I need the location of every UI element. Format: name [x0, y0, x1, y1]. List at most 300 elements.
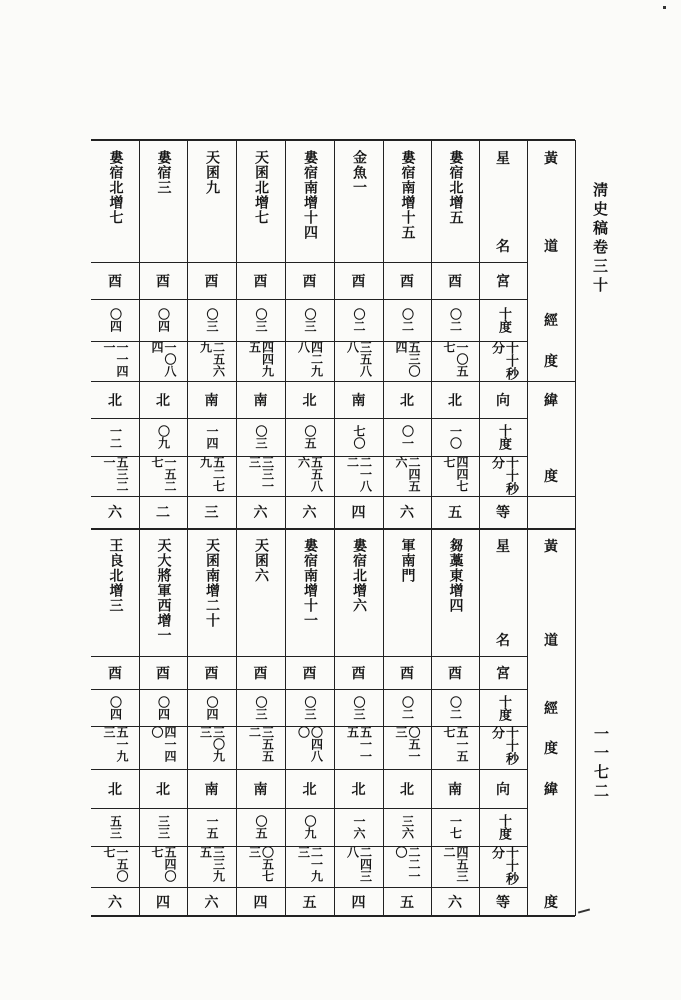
table-cell [383, 418, 431, 456]
cell-value: 〇二 [448, 308, 463, 332]
table-cell [187, 381, 236, 418]
cell-value: 一六 [352, 815, 366, 839]
table-cell [187, 726, 236, 769]
header-unit: 向 [496, 392, 510, 409]
group-char: 度 [544, 354, 558, 370]
table-cell [285, 262, 334, 299]
cell-value: 一四 [205, 425, 219, 449]
cell-value: 〇四 [205, 695, 219, 720]
cell-value: 三六 [400, 815, 415, 839]
cell-value: 七〇 [352, 425, 366, 449]
table-cell [431, 381, 479, 418]
table-cell [285, 496, 334, 528]
group-char: 經 [544, 313, 558, 329]
star-name-cell [236, 140, 285, 262]
table-cell [383, 341, 431, 381]
group-label-cell [527, 528, 575, 592]
cell-value: 〇三 [303, 695, 317, 720]
star-name: 軍南門 [399, 538, 416, 583]
table-cell [187, 769, 236, 808]
running-head: 淸史稿卷三十 [591, 182, 609, 296]
column-rule [575, 140, 576, 916]
star-name-cell [383, 528, 431, 656]
star-name-cell [285, 528, 334, 656]
ink-speck [663, 6, 666, 9]
group-char: 度 [544, 740, 558, 757]
table-cell [139, 299, 187, 341]
star-name-cell [431, 528, 479, 656]
cell-value: 〇四 [156, 308, 171, 332]
table-cell [431, 887, 479, 916]
header-unit: 宮 [496, 665, 510, 682]
table-cell [91, 689, 139, 726]
cell-value: 酉 [448, 273, 462, 290]
cell-value: 酉 [302, 273, 317, 290]
cell-value: 二 [156, 505, 170, 521]
cell-value: 五一九三 [102, 726, 129, 762]
table-cell [139, 262, 187, 299]
cell-value: 北 [400, 781, 414, 798]
group-char: 緯 [544, 781, 558, 798]
table-cell [236, 726, 285, 769]
table-cell [91, 846, 139, 887]
table-cell [334, 769, 383, 808]
table-cell [139, 689, 187, 726]
table-cell [91, 456, 139, 496]
cell-value: 五三 [108, 815, 123, 839]
group-label-cell [527, 201, 575, 262]
table-cell [91, 381, 139, 418]
table-cell [139, 726, 187, 769]
table-cell [187, 418, 236, 456]
table-cell [236, 418, 285, 456]
header-star-label [479, 140, 527, 201]
header-unit: 等 [496, 505, 510, 521]
cell-value: 四 [156, 894, 170, 911]
table-cell [139, 456, 187, 496]
group-cell [527, 381, 575, 418]
header-unit-cell [479, 381, 527, 418]
table-cell [431, 726, 479, 769]
star-name: 婁宿南增十四 [302, 150, 318, 240]
cell-value: 五三〇四 [394, 341, 421, 377]
cell-value: 二一八二 [345, 456, 373, 492]
cell-value: 〇五一三 [394, 726, 421, 762]
star-name: 金魚一 [351, 150, 367, 195]
header-unit-cell [479, 689, 527, 726]
table-cell [91, 341, 139, 381]
table-cell [91, 656, 139, 689]
header-ming-label [479, 592, 527, 656]
header-unit: 十十秒分 [489, 456, 518, 495]
cell-value: 南 [448, 781, 462, 798]
table-cell [431, 262, 479, 299]
star-name: 婁宿北增六 [351, 538, 367, 613]
cell-value: 〇一 [400, 425, 415, 449]
cell-value: 四四七七 [442, 456, 469, 492]
cell-value: 三 [204, 505, 219, 521]
header-unit-cell [479, 656, 527, 689]
cell-value: 四 [351, 894, 366, 911]
page-number: 一一七二 [592, 726, 610, 802]
star-name-cell [431, 140, 479, 262]
table-cell [431, 418, 479, 456]
header-unit-cell [479, 341, 527, 381]
header-ming-label [479, 201, 527, 262]
cell-value: 北 [302, 392, 317, 409]
header-ming: 名 [496, 239, 510, 255]
cell-value: 北 [448, 392, 462, 409]
cell-value: 南 [204, 392, 219, 409]
cell-value: 〇四 [156, 695, 171, 720]
header-unit: 向 [496, 781, 510, 798]
cell-value: 〇三 [254, 425, 268, 449]
table-cell [285, 846, 334, 887]
cell-value: 三〇九三 [198, 726, 226, 762]
star-name: 婁宿北增七 [107, 150, 124, 225]
cell-value: 酉 [156, 665, 170, 682]
group-label-huang: 黃 [544, 151, 558, 167]
table-cell [334, 299, 383, 341]
header-xing: 星 [496, 539, 510, 555]
cell-value: 六 [204, 894, 219, 911]
table-cell [139, 418, 187, 456]
cell-value: 北 [108, 781, 122, 798]
table-cell [383, 299, 431, 341]
cell-value: 酉 [108, 665, 122, 682]
star-name-cell [187, 140, 236, 262]
table-cell [334, 846, 383, 887]
cell-value: 北 [400, 392, 414, 409]
star-name-cell [187, 528, 236, 656]
table-cell [334, 262, 383, 299]
header-unit: 十十秒分 [489, 726, 518, 765]
cell-value: 酉 [253, 665, 268, 682]
cell-value: 〇三 [254, 308, 268, 332]
table-cell [139, 769, 187, 808]
table-cell [187, 262, 236, 299]
star-name-cell [383, 140, 431, 262]
header-ming: 名 [496, 633, 510, 649]
cell-value: 南 [204, 781, 219, 798]
cell-value: 四五三二 [442, 846, 469, 882]
star-name-cell [91, 140, 139, 262]
group-cell [527, 726, 575, 769]
cell-value: 三三九五 [198, 846, 226, 882]
table-cell [285, 769, 334, 808]
star-name: 婁宿三 [155, 150, 172, 195]
table-cell [91, 726, 139, 769]
cell-value: 〇五 [303, 425, 317, 449]
cell-value: 〇九 [303, 815, 317, 839]
table-cell [285, 456, 334, 496]
table-cell [285, 726, 334, 769]
cell-value: 酉 [204, 665, 219, 682]
cell-value: 〇三 [352, 695, 366, 720]
header-star-label [479, 528, 527, 592]
cell-value: 六 [400, 505, 414, 521]
header-unit-cell [479, 808, 527, 846]
cell-value: 五二七九 [198, 456, 226, 492]
table-cell [139, 496, 187, 528]
header-unit-cell [479, 887, 527, 916]
cell-value: 六 [302, 505, 317, 521]
table-cell [91, 418, 139, 456]
star-name-cell [139, 140, 187, 262]
group-label-dao: 道 [544, 633, 558, 649]
cell-value: 三三一三 [247, 456, 275, 492]
header-unit-cell [479, 769, 527, 808]
table-cell [285, 656, 334, 689]
header-unit: 十度 [496, 814, 511, 840]
star-name-cell [285, 140, 334, 262]
cell-value: 北 [351, 781, 366, 798]
group-label-huang: 黃 [544, 539, 558, 555]
cell-value: 一〇 [448, 425, 463, 449]
star-name: 天囷六 [253, 538, 269, 583]
cell-value: 五三二一 [102, 456, 129, 492]
cell-value: 一五 [205, 815, 219, 839]
table-cell [383, 887, 431, 916]
table-cell [236, 262, 285, 299]
group-cell [527, 299, 575, 341]
cell-value: 五一五七 [442, 726, 469, 762]
cell-value: 北 [302, 781, 317, 798]
cell-value: 〇二 [352, 308, 366, 332]
cell-value: 五五八六 [296, 456, 324, 492]
cell-value: 〇四 [108, 695, 123, 720]
table-cell [91, 299, 139, 341]
cell-value: 〇二 [400, 695, 415, 720]
table-cell [431, 769, 479, 808]
header-unit: 十十秒分 [489, 341, 518, 380]
cell-value: 三五八八 [345, 341, 373, 377]
cell-value: 酉 [108, 273, 122, 290]
group-cell [527, 689, 575, 726]
header-unit-cell [479, 846, 527, 887]
cell-value: 五四〇七 [150, 846, 177, 882]
star-name: 婁宿北增五 [447, 150, 464, 225]
header-unit: 宮 [496, 273, 510, 290]
cell-value: 一〇五七 [442, 341, 469, 377]
header-unit-cell [479, 262, 527, 299]
cell-value: 五 [400, 894, 414, 911]
cell-value: 〇三 [254, 695, 268, 720]
group-char: 緯 [544, 392, 558, 409]
star-name: 天囷九 [204, 150, 220, 195]
table-cell [187, 808, 236, 846]
cell-value: 四 [253, 894, 268, 911]
group-char: 度 [544, 894, 558, 911]
group-cell [527, 456, 575, 496]
star-name-cell [236, 528, 285, 656]
table-cell [285, 689, 334, 726]
cell-value: 北 [156, 392, 170, 409]
cell-value: 六 [448, 894, 462, 911]
group-label-cell [527, 592, 575, 656]
star-name: 王良北增三 [107, 538, 124, 613]
table-cell [236, 381, 285, 418]
cell-value: 南 [351, 392, 366, 409]
cell-value: 六 [253, 505, 268, 521]
cell-value: 一七 [448, 815, 463, 839]
group-label-dao: 道 [544, 239, 558, 255]
table-cell [334, 808, 383, 846]
table-cell [334, 496, 383, 528]
star-name-cell [334, 140, 383, 262]
cell-value: 酉 [302, 665, 317, 682]
group-cell [527, 769, 575, 808]
table-cell [285, 808, 334, 846]
cell-value: 〇五七三 [247, 846, 275, 882]
group-char: 經 [544, 700, 558, 717]
cell-value: 〇四 [108, 308, 123, 332]
header-unit-cell [479, 299, 527, 341]
header-unit: 十度 [496, 424, 511, 450]
table-cell [139, 808, 187, 846]
cell-value: 三五五二 [247, 726, 275, 762]
table-cell [383, 381, 431, 418]
cell-value: 北 [108, 392, 122, 409]
cell-value: 〇二 [448, 695, 463, 720]
table-cell [139, 846, 187, 887]
table-cell [334, 656, 383, 689]
table-cell [334, 456, 383, 496]
table-cell [236, 769, 285, 808]
header-unit: 等 [496, 894, 510, 911]
table-cell [285, 381, 334, 418]
cell-value: 酉 [351, 665, 366, 682]
header-unit-cell [479, 496, 527, 528]
cell-value: 〇四八〇 [296, 726, 324, 762]
table-cell [187, 689, 236, 726]
table-cell [139, 656, 187, 689]
table-cell [383, 262, 431, 299]
table-cell [139, 381, 187, 418]
table-cell [236, 341, 285, 381]
table-cell [383, 726, 431, 769]
star-name: 婁宿南增十五 [399, 150, 416, 240]
table-cell [139, 341, 187, 381]
cell-value: 酉 [400, 665, 414, 682]
cell-value: 南 [253, 392, 268, 409]
cell-value: 北 [156, 781, 170, 798]
header-xing: 星 [496, 151, 510, 167]
table-cell [334, 418, 383, 456]
cell-value: 五 [302, 894, 317, 911]
table-cell [431, 341, 479, 381]
star-name: 天囷南增二十 [204, 538, 220, 628]
header-unit: 十度 [496, 694, 511, 721]
table-cell [285, 341, 334, 381]
header-unit-cell [479, 456, 527, 496]
cell-value: 四一四〇 [150, 726, 177, 762]
table-cell [187, 341, 236, 381]
table-cell [383, 689, 431, 726]
table-cell [383, 656, 431, 689]
group-cell [527, 887, 575, 916]
table-cell [91, 887, 139, 916]
star-name-cell [334, 528, 383, 656]
cell-value: 〇五 [254, 815, 268, 839]
table-cell [383, 496, 431, 528]
table-cell [91, 496, 139, 528]
cell-value: 二一九三 [296, 846, 324, 882]
table-cell [383, 769, 431, 808]
cell-value: 二五六九 [198, 341, 226, 377]
table-cell [383, 456, 431, 496]
star-name-cell [91, 528, 139, 656]
ink-mark [578, 908, 590, 913]
group-char: 度 [544, 469, 558, 485]
table-cell [285, 418, 334, 456]
cell-value: 二四五六 [394, 456, 421, 492]
star-name: 婁宿南增十一 [302, 538, 318, 628]
table-cell [187, 456, 236, 496]
table-cell [187, 846, 236, 887]
header-unit: 十十秒分 [489, 846, 518, 885]
table-cell [431, 689, 479, 726]
table-cell [334, 381, 383, 418]
table-cell [431, 299, 479, 341]
table-cell [236, 656, 285, 689]
table-cell [91, 769, 139, 808]
table-cell [285, 887, 334, 916]
table-cell [334, 341, 383, 381]
cell-value: 五一一五 [345, 726, 373, 762]
cell-value: 〇二 [400, 308, 415, 332]
table-cell [334, 887, 383, 916]
cell-value: 四四九五 [247, 341, 275, 377]
cell-value: 二二一〇 [394, 846, 421, 882]
cell-value: 一五二七 [150, 456, 177, 492]
table-cell [236, 299, 285, 341]
cell-value: 五 [448, 505, 462, 521]
table-cell [431, 846, 479, 887]
star-name: 芻藁東增四 [447, 538, 464, 613]
cell-value: 一五〇七 [102, 846, 129, 882]
header-unit-cell [479, 418, 527, 456]
cell-value: 〇九 [156, 425, 171, 449]
cell-value: 酉 [204, 273, 219, 290]
table-cell [236, 689, 285, 726]
group-rule [527, 496, 575, 497]
table-cell [383, 846, 431, 887]
table-cell [187, 887, 236, 916]
cell-value: 四 [351, 505, 366, 521]
table-cell [236, 887, 285, 916]
table-cell [187, 299, 236, 341]
cell-value: 酉 [156, 273, 170, 290]
table-cell [431, 656, 479, 689]
table-cell [187, 656, 236, 689]
cell-value: 〇三 [205, 308, 219, 332]
table-cell [334, 726, 383, 769]
table-cell [431, 808, 479, 846]
star-name: 天囷北增七 [253, 150, 269, 225]
table-cell [91, 262, 139, 299]
cell-value: 〇三 [303, 308, 317, 332]
cell-value: 一〇八四 [150, 341, 177, 377]
cell-value: 酉 [400, 273, 414, 290]
cell-value: 酉 [253, 273, 268, 290]
table-cell [236, 846, 285, 887]
table-cell [431, 496, 479, 528]
cell-value: 六 [108, 505, 122, 521]
cell-value: 酉 [351, 273, 366, 290]
header-unit: 十度 [496, 307, 511, 333]
cell-value: 四二九八 [296, 341, 324, 377]
